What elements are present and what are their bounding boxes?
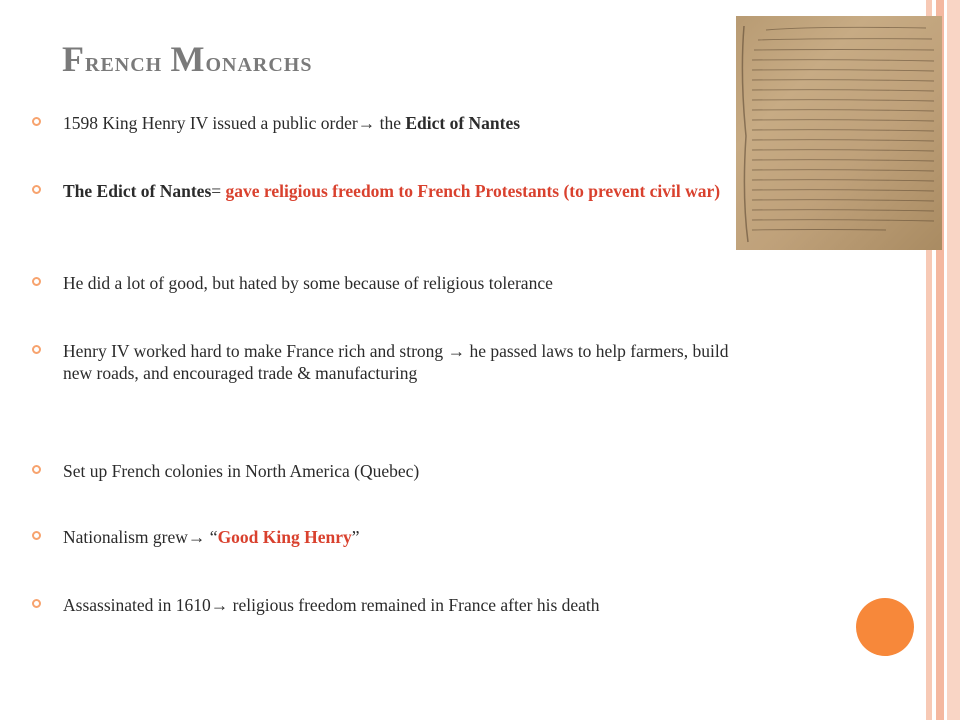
bullet-marker bbox=[32, 599, 41, 608]
bullet-marker bbox=[32, 531, 41, 540]
bullet-marker bbox=[32, 277, 41, 286]
bullet-marker bbox=[32, 185, 41, 194]
slide-title: French Monarchs bbox=[62, 39, 313, 79]
edict-document-image bbox=[736, 16, 942, 250]
bullet-marker bbox=[32, 117, 41, 126]
bullet-marker bbox=[32, 465, 41, 474]
decorative-circle bbox=[856, 598, 914, 656]
stripe bbox=[947, 0, 960, 720]
bullet-marker bbox=[32, 345, 41, 354]
